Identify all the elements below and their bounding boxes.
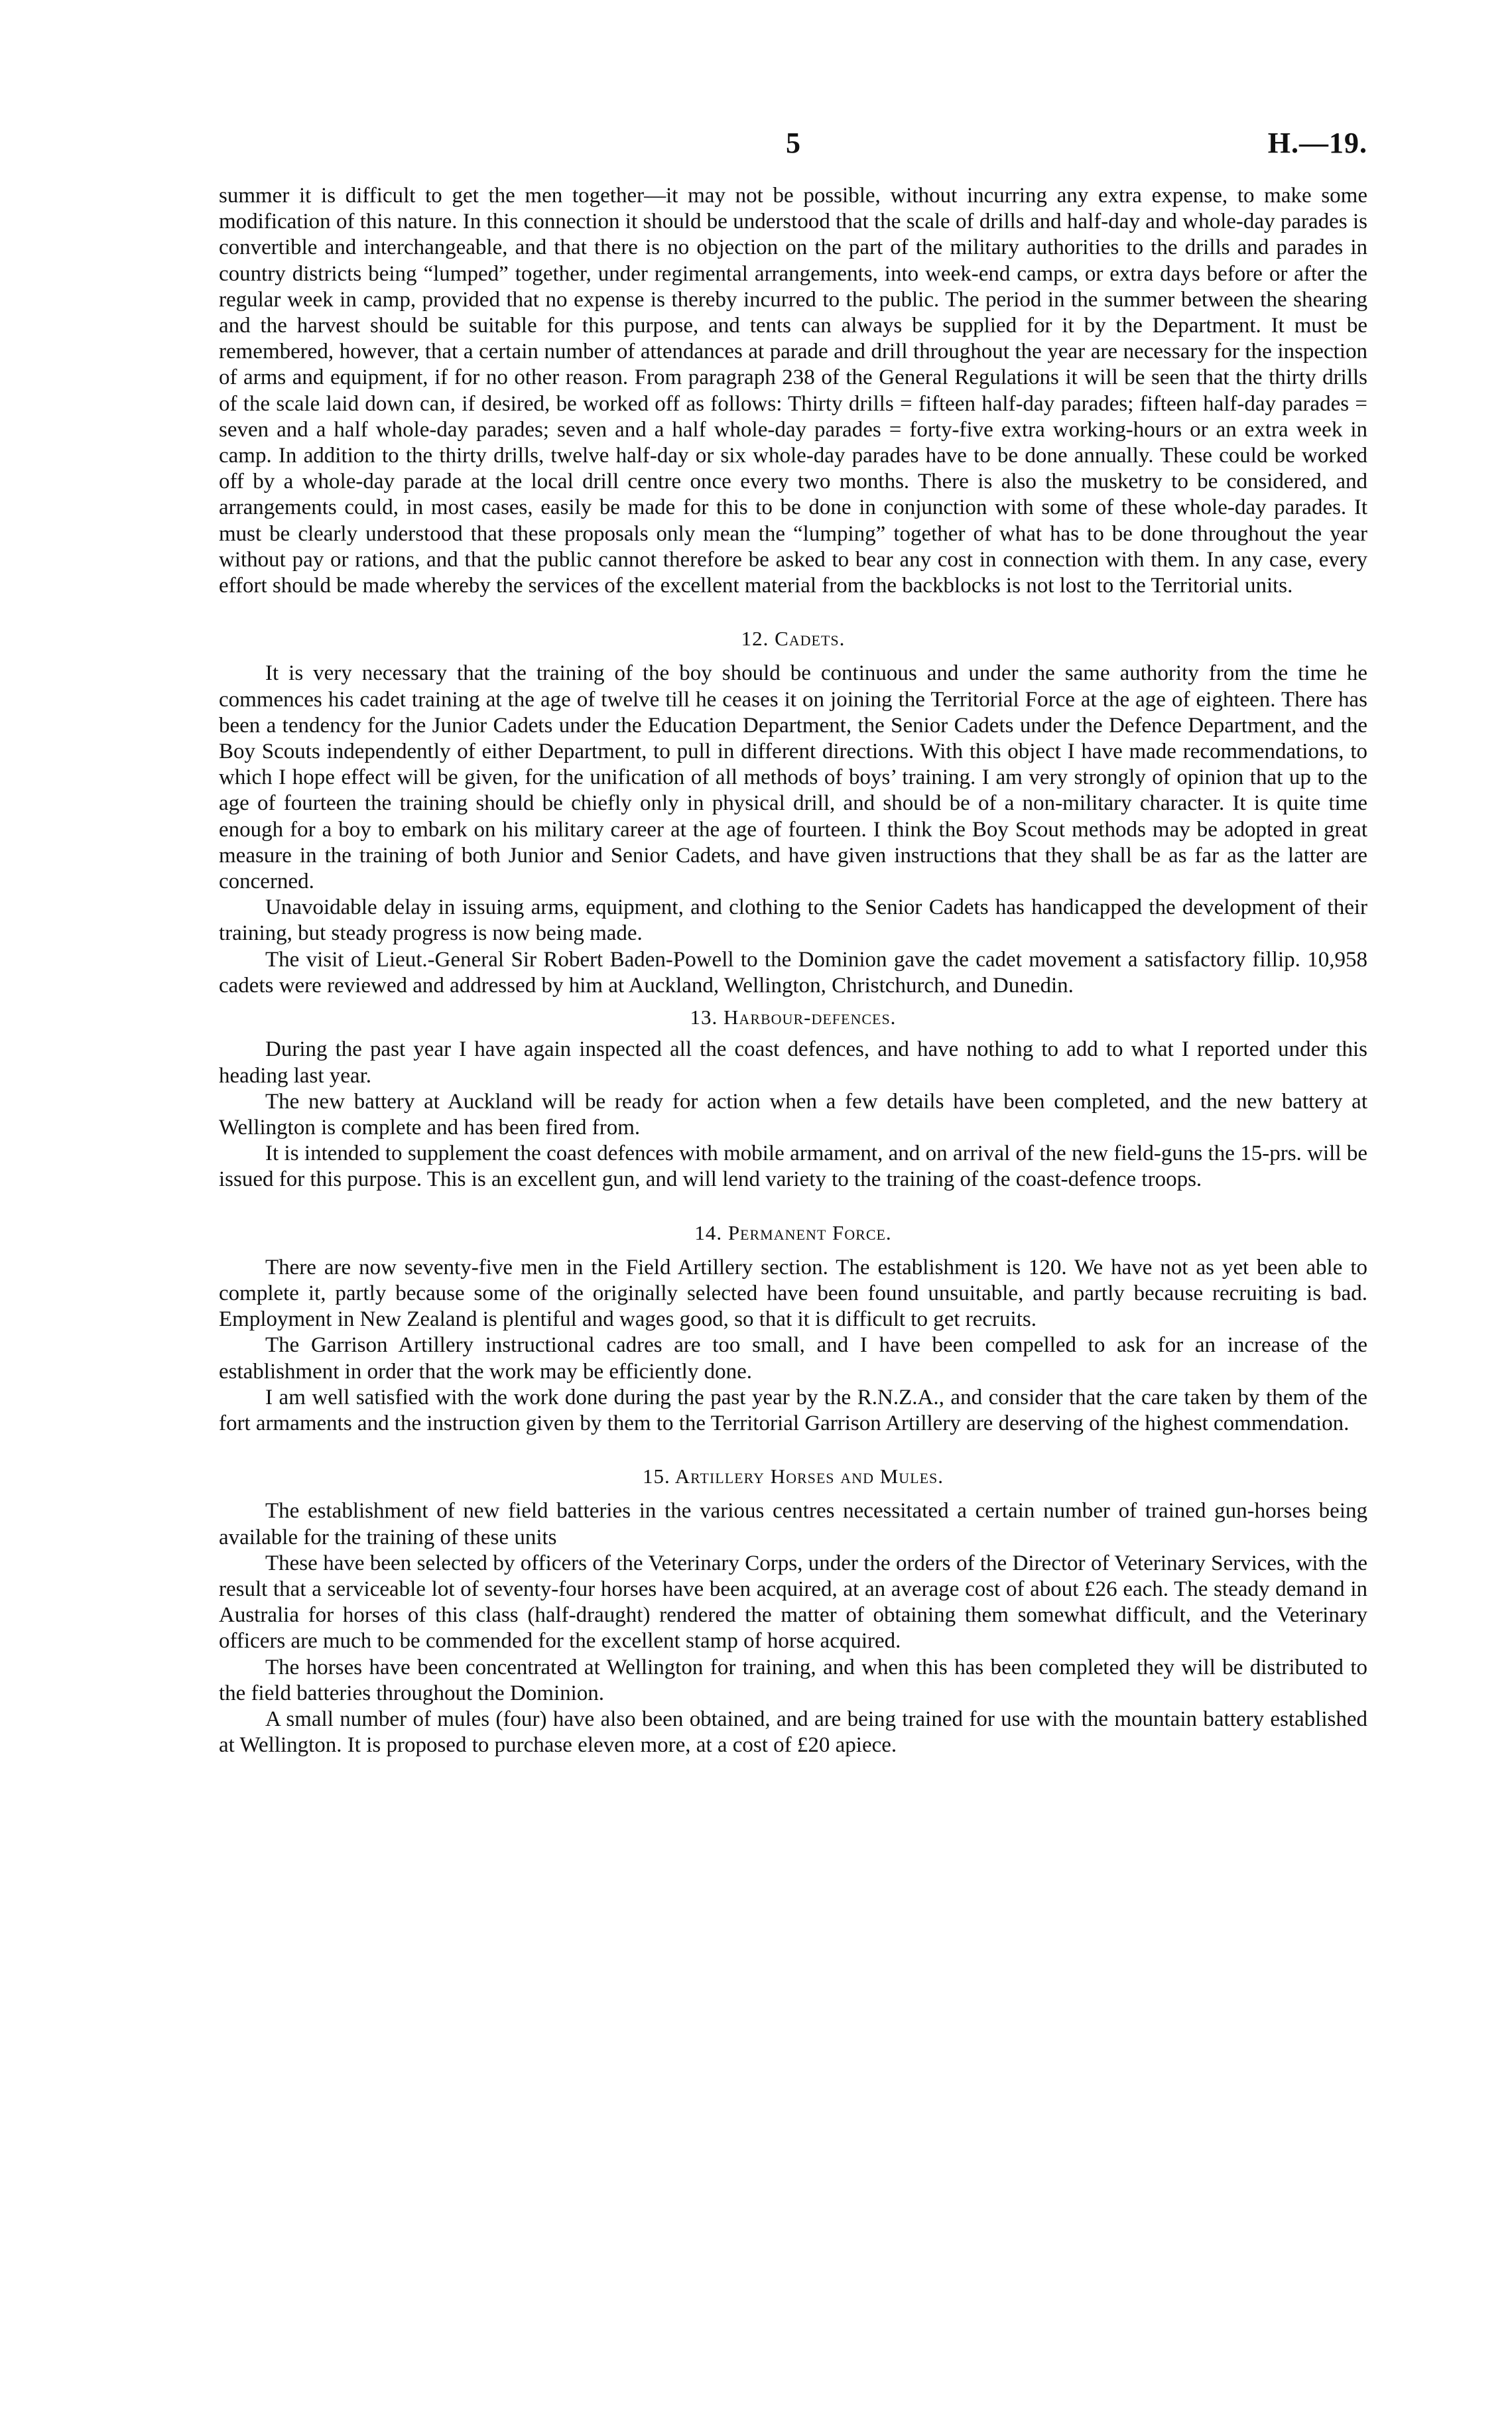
section-title: Cadets.	[775, 627, 846, 651]
section-heading-cadets	[219, 625, 1367, 651]
paragraph: The new battery at Auckland will be ready for action when a few details have been completed, and the new battery at Wellington is complete and has been fired from.	[219, 1089, 1367, 1140]
section-heading-permanent-force	[219, 1220, 1367, 1246]
paragraph: The Garrison Artillery instructional cadres are too small, and I have been compelled to ask for an increase of the establishment in order that the work may be efficiently done.	[219, 1333, 1367, 1384]
paragraph: There are now seventy-five men in the Field Artillery section. The establishment is 120. We have not as yet been able to complete it, partly because some of the originally selected have been found unsuitable, and partly because recruiting is bad. Employment in New Zealand is plentiful and wages good, so that it is difficult to get recruits.	[219, 1255, 1367, 1332]
section-heading-artillery-horses-and-mules	[219, 1463, 1367, 1489]
paragraph: The visit of Lieut.-General Sir Robert Baden-Powell to the Dominion gave the cadet movement a satisfactory fillip. 10,958 cadets were reviewed and addressed by him at Auckland, Wellington, Christchurch, and Dunedin.	[219, 947, 1367, 998]
report-code: H.—19.	[1267, 127, 1367, 159]
section-title: Artillery Horses and Mules.	[674, 1465, 944, 1488]
section-number: 14.	[694, 1220, 723, 1244]
paragraph: It is intended to supplement the coast defences with mobile armament, and on arrival of the new field-guns the 15-prs. will be issued for this purpose. This is an excellent gun, and will lend variety to the training of the coast-defence troops.	[219, 1141, 1367, 1192]
section-number: 12.	[741, 627, 769, 651]
paragraph: The horses have been concentrated at Wellington for training, and when this has been completed they will be distributed to the field batteries throughout the Dominion.	[219, 1655, 1367, 1705]
paragraph: During the past year I have again inspected all the coast defences, and have nothing to add to what I reported under this heading last year.	[219, 1037, 1367, 1088]
section-title: Harbour-defences.	[724, 1006, 897, 1029]
section-title: Permanent Force.	[727, 1220, 892, 1244]
paragraph: Unavoidable delay in issuing arms, equipment, and clothing to the Senior Cadets has handicapped the development of their training, but steady progress is now being made.	[219, 895, 1367, 946]
document-body	[219, 183, 1367, 1758]
paragraph: I am well satisfied with the work done during the past year by the R.N.Z.A., and consider that the care taken by them of the fort armaments and the instruction given by them to the Territorial Garrison Artillery are deserving of the highest commendation.	[219, 1385, 1367, 1435]
section-number: 15.	[642, 1465, 670, 1488]
paragraph: A small number of mules (four) have also been obtained, and are being trained for use with the mountain battery established at Wellington. It is proposed to purchase eleven more, at a cost of £20 apiece.	[219, 1707, 1367, 1758]
section-number: 13.	[690, 1006, 718, 1029]
section-heading-harbour-defences	[219, 1004, 1367, 1030]
paragraph: These have been selected by officers of the Veterinary Corps, under the orders of the Director of Veterinary Services, with the result that a serviceable lot of seventy-four horses have been acquired, at an average cost of about £26 each. The steady demand in Australia for horses of this class (half-draught) rendered the matter of obtaining them somewhat difficult, and the Veterinary officers are much to be commended for the excellent stamp of horse acquired.	[219, 1551, 1367, 1654]
paragraph: The establishment of new field batteries in the various centres necessitated a certain number of trained gun-horses being available for the training of these units	[219, 1499, 1367, 1549]
page-number: 5	[786, 127, 800, 159]
paragraph: It is very necessary that the training of the boy should be continuous and under the same authority from the time he commences his cadet training at the age of twelve till he ceases it on joining the Territorial Force at the age of eighteen. There has been a tendency for the Junior Cadets under the Education Department, the Senior Cadets under the Defence Department, and the Boy Scouts independently of either Department, to pull in different directions. With this object I have made recommendations, to which I hope effect will be given, for the unification of all methods of boys’ training. I am very strongly of opinion that up to the age of fourteen the training should be chiefly only in physical drill, and should be of a non-military character. It is quite time enough for a boy to embark on his military career at the age of fourteen. I think the Boy Scout methods may be adopted in great measure in the training of both Junior and Senior Cadets, and have given instructions that they shall be as far as the latter are concerned.	[219, 661, 1367, 894]
continuation-paragraph: summer it is difficult to get the men together—it may not be possible, without incurring any extra expense, to make some modification of this nature. In this connection it should be understood that the scale of drills and half-day and whole-day parades is convertible and interchangeable, and that there is no objection on the part of the military authorities to the drills and parades in country districts being “lumped” together, under regimental arrangements, into week-end camps, or extra days before or after the regular week in camp, provided that no expense is thereby incurred to the public. The period in the summer between the shearing and the harvest should be suitable for this purpose, and tents can always be supplied for it by the Department. It must be remembered, however, that a certain number of attendances at parade and drill throughout the year are necessary for the inspection of arms and equipment, if for no other reason. From paragraph 238 of the General Regulations it will be seen that the thirty drills of the scale laid down can, if desired, be worked off as follows: Thirty drills = fifteen half-day parades; fifteen half-day parades = seven and a half whole-day parades; seven and a half whole-day parades = forty-five extra working-hours or an extra week in camp. In addition to the thirty drills, twelve half-day or six whole-day parades have to be done annually. These could be worked off by a whole-day parade at the local drill centre once every two months. There is also the musketry to be considered, and arrangements could, in most cases, easily be made for this to be done in conjunction with some of these whole-day parades. It must be clearly understood that these proposals only mean the “lumping” together of what has to be done throughout the year without pay or rations, and that the public cannot therefore be asked to bear any cost in connection with them. In any case, every effort should be made whereby the services of the excellent material from the backblocks is not lost to the Territorial units.	[219, 184, 1367, 598]
page-header	[219, 126, 1367, 166]
